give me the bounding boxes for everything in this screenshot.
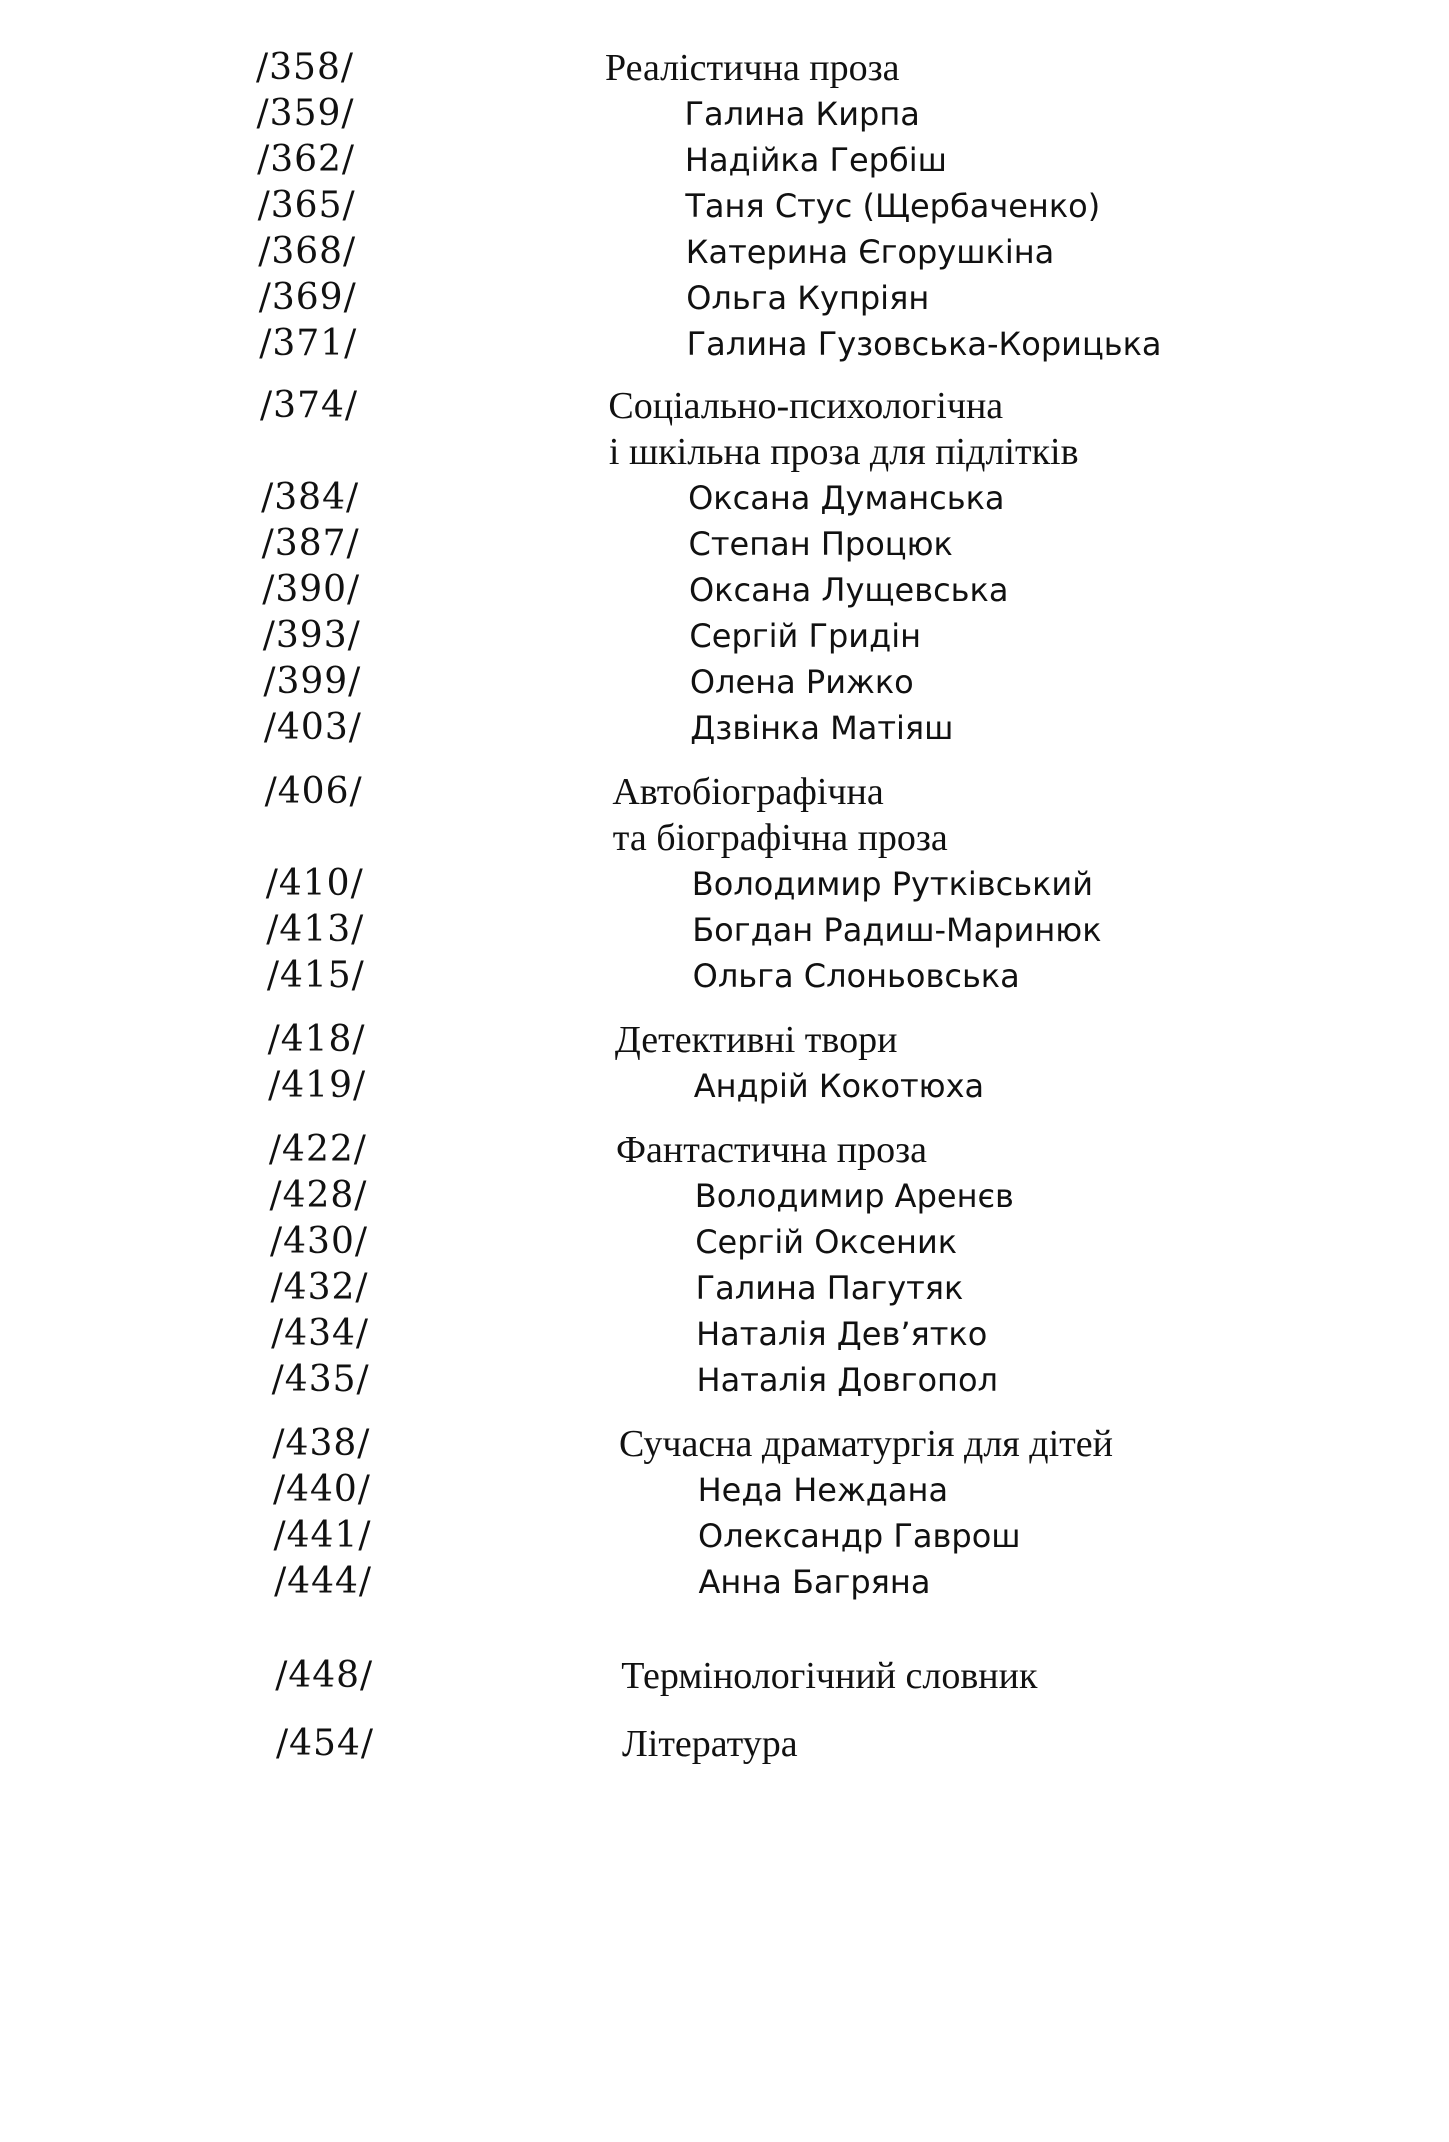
toc-author-name: Володимир Рутківський <box>691 865 1094 903</box>
toc-row <box>0 1219 1449 1265</box>
toc-page-number: /432/ <box>270 1267 369 1308</box>
toc-page-number: /422/ <box>268 1129 367 1170</box>
toc-row <box>0 521 1449 567</box>
toc-row <box>0 1311 1449 1357</box>
toc-row <box>0 861 1449 907</box>
toc-row <box>0 659 1449 705</box>
toc-section-title: і шкільна проза для підлітків <box>608 431 1079 473</box>
toc-section-title: Детективні твори <box>614 1019 898 1061</box>
toc-author-name: Галина Пагутяк <box>695 1269 964 1307</box>
toc-section-title: Автобіографічна <box>612 771 884 813</box>
toc-page-number: /369/ <box>258 277 357 318</box>
toc-row <box>0 1467 1449 1513</box>
toc-row <box>0 613 1449 659</box>
toc-row <box>0 1265 1449 1311</box>
toc-page-number: /384/ <box>261 477 360 518</box>
toc-page-number: /413/ <box>266 909 365 950</box>
toc-row <box>0 275 1449 321</box>
toc-row <box>0 229 1449 275</box>
toc-row <box>0 953 1449 999</box>
toc-author-name: Таня Стус (Щербаченко) <box>685 187 1101 225</box>
toc-page-number: /371/ <box>259 323 358 364</box>
toc-page-number: /359/ <box>256 93 355 134</box>
toc-page-number: /444/ <box>274 1561 373 1602</box>
toc-page-number: /448/ <box>275 1655 374 1696</box>
toc-author-name: Ольга Слоньовська <box>692 957 1020 995</box>
toc-row <box>0 321 1449 367</box>
toc-row <box>0 907 1449 953</box>
toc-author-name: Наталія Довгопол <box>696 1361 998 1399</box>
toc-page-number: /454/ <box>276 1723 374 1764</box>
toc-row <box>0 183 1449 229</box>
toc-row <box>0 769 1449 815</box>
toc-section-title: Сучасна драматургія для дітей <box>618 1423 1113 1465</box>
toc-author-name: Ольга Купріян <box>686 279 930 317</box>
toc-row <box>0 815 1449 861</box>
toc-row <box>0 1173 1449 1219</box>
toc-row <box>0 1721 1449 1767</box>
toc-section-title: Термінологічний словник <box>621 1655 1038 1697</box>
toc-author-name: Оксана Лущевська <box>688 571 1009 609</box>
toc-row <box>0 475 1449 521</box>
toc-author-name: Сергій Гридін <box>689 617 921 655</box>
toc-row <box>0 1513 1449 1559</box>
toc-row <box>0 567 1449 613</box>
toc-row <box>0 91 1449 137</box>
toc-page-number: /410/ <box>265 863 364 904</box>
toc-row <box>0 1127 1449 1173</box>
toc-page-number: /430/ <box>270 1221 368 1262</box>
toc-author-name: Галина Кирпа <box>684 95 920 133</box>
toc-page-number: /415/ <box>266 955 365 996</box>
toc-page-number: /362/ <box>257 139 356 180</box>
toc-author-name: Сергій Оксеник <box>695 1223 958 1261</box>
toc-section-title: Фантастична проза <box>615 1129 927 1171</box>
toc-row <box>0 1017 1449 1063</box>
toc-page-number: /435/ <box>271 1359 370 1400</box>
toc-page-number: /365/ <box>257 185 356 226</box>
toc-row <box>0 45 1449 91</box>
toc-row <box>0 1063 1449 1109</box>
toc-author-name: Андрій Кокотюха <box>693 1067 985 1105</box>
toc-page-number: /358/ <box>256 47 354 88</box>
toc-author-name: Надійка Гербіш <box>684 141 947 179</box>
toc-page-number: /387/ <box>261 523 360 564</box>
toc-page-number: /393/ <box>262 615 361 656</box>
toc-author-name: Галина Гузовська-Корицька <box>686 325 1162 363</box>
toc-row <box>0 705 1449 751</box>
toc-page-number: /399/ <box>263 661 362 702</box>
toc-section-title: та біографічна проза <box>612 817 948 859</box>
toc-row <box>0 1653 1449 1699</box>
toc-page-number: /406/ <box>264 771 363 812</box>
toc-page-number: /374/ <box>260 385 359 426</box>
toc-author-name: Степан Процюк <box>688 525 953 563</box>
toc-author-name: Богдан Радиш-Маринюк <box>692 911 1102 949</box>
toc-author-name: Дзвінка Матіяш <box>690 709 954 747</box>
toc-row <box>0 1357 1449 1403</box>
toc-author-name: Катерина Єгорушкіна <box>685 233 1055 271</box>
toc-page-number: /418/ <box>267 1019 366 1060</box>
toc-author-name: Неда Неждана <box>697 1471 949 1509</box>
toc-page-number: /428/ <box>269 1175 368 1216</box>
toc-row <box>0 429 1449 475</box>
toc-page-number: /440/ <box>272 1469 371 1510</box>
toc-section-title: Реалістична проза <box>605 47 900 89</box>
toc-author-name: Наталія Дев’ятко <box>696 1315 988 1353</box>
toc-page-number: /434/ <box>271 1313 370 1354</box>
toc-row <box>0 137 1449 183</box>
toc-row <box>0 383 1449 429</box>
toc-page-number: /403/ <box>263 707 362 748</box>
toc-page-number: /390/ <box>262 569 361 610</box>
toc-author-name: Оксана Думанська <box>688 479 1005 517</box>
toc-section-title: Література <box>622 1723 798 1765</box>
toc-author-name: Анна Багряна <box>698 1563 931 1601</box>
toc-row <box>0 1559 1449 1605</box>
toc-page-number: /419/ <box>268 1065 367 1106</box>
toc-page-number: /368/ <box>258 231 357 272</box>
toc-page-number: /441/ <box>273 1515 372 1556</box>
toc-author-name: Олександр Гаврош <box>698 1517 1021 1555</box>
toc-section-title: Соціально-психологічна <box>608 385 1004 427</box>
toc-page-number: /438/ <box>272 1423 371 1464</box>
toc-author-name: Олена Рижко <box>689 663 914 701</box>
toc-row <box>0 1421 1449 1467</box>
toc-author-name: Володимир Аренєв <box>694 1177 1014 1215</box>
